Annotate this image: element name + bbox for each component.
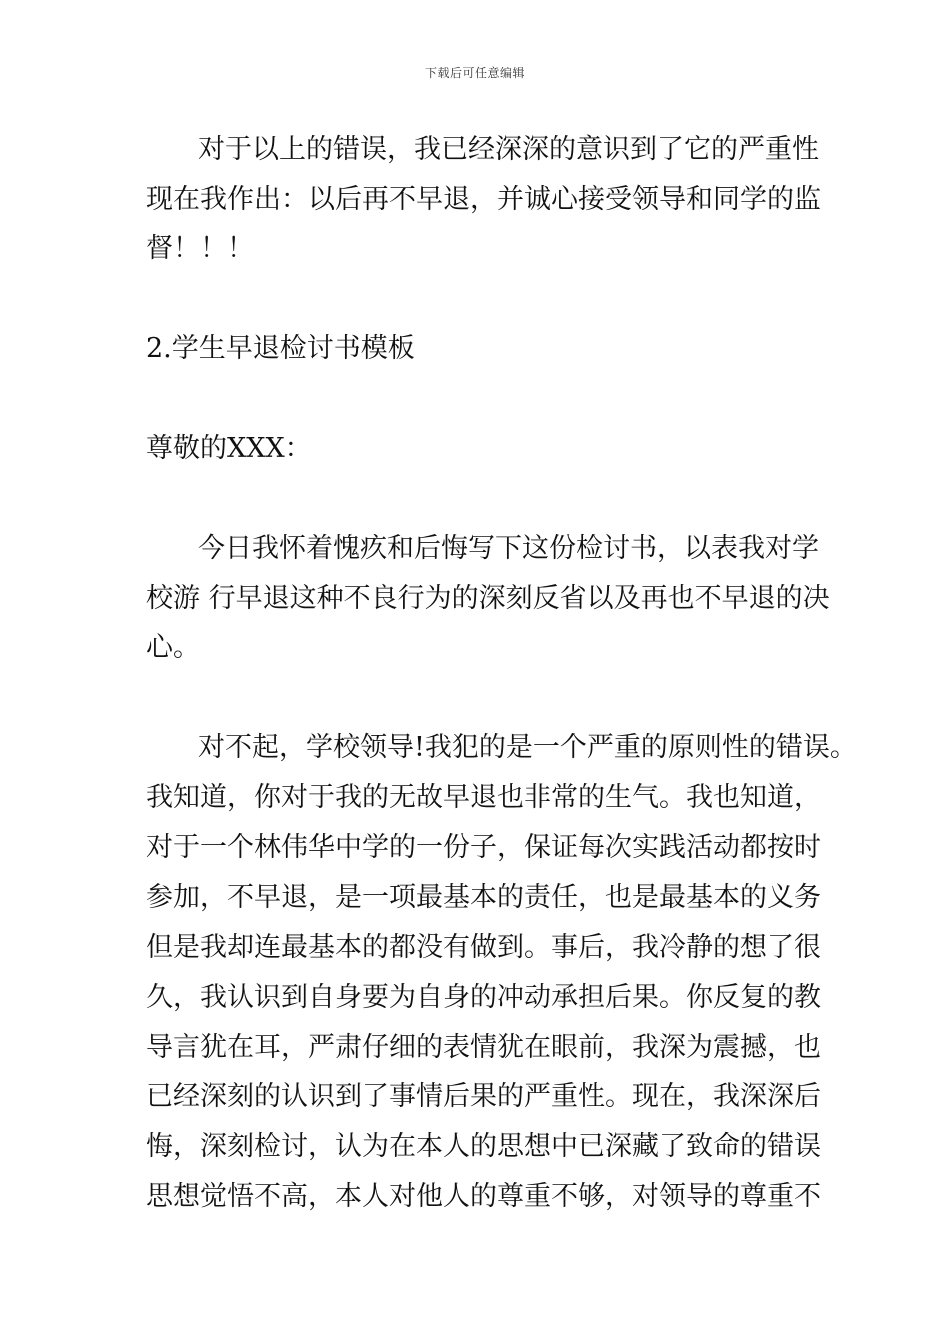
- para2-line-3: 心。: [146, 632, 200, 663]
- para3-line-9: 悔，深刻检讨，认为在本人的思想中已深藏了致命的错误: [146, 1131, 821, 1162]
- para3-line-7: 导言犹在耳，严肃仔细的表情犹在眼前，我深为震撼，也: [146, 1032, 821, 1063]
- para3-line-6: 久，我认识到自身要为自身的冲动承担后果。你反复的教: [146, 982, 821, 1013]
- para1-line-3: 督！！！: [146, 233, 254, 264]
- para3-line-2: 我知道，你对于我的无故早退也非常的生气。我也知道，: [146, 782, 821, 813]
- para3-line-10: 思想觉悟不高，本人对他人的尊重不够，对领导的尊重不: [146, 1181, 821, 1212]
- para3-line-8: 已经深刻的认识到了事情后果的严重性。现在，我深深后: [146, 1081, 821, 1112]
- para3-line-1: 对不起，学校领导!我犯的是一个严重的原则性的错误。: [198, 732, 857, 763]
- salutation: 尊敬的XXX：: [146, 433, 312, 464]
- para3-line-5: 但是我却连最基本的都没有做到。事后，我冷静的想了很: [146, 932, 821, 963]
- para3-line-3: 对于一个林伟华中学的一份子，保证每次实践活动都按时: [146, 832, 821, 863]
- para3-line-4: 参加，不早退，是一项最基本的责任，也是最基本的义务: [146, 882, 821, 913]
- section-title: 2.学生早退检讨书模板: [146, 333, 415, 364]
- para1-line-2: 现在我作出：以后再不早退，并诚心接受领导和同学的监: [146, 184, 821, 215]
- para1-line-1: 对于以上的错误，我已经深深的意识到了它的严重性: [198, 134, 819, 165]
- para2-line-2: 校游 行早退这种不良行为的深刻反省以及再也不早退的决: [146, 583, 830, 614]
- para2-line-1: 今日我怀着愧疚和后悔写下这份检讨书，以表我对学: [198, 533, 819, 564]
- header-note: 下载后可任意编辑: [424, 66, 525, 80]
